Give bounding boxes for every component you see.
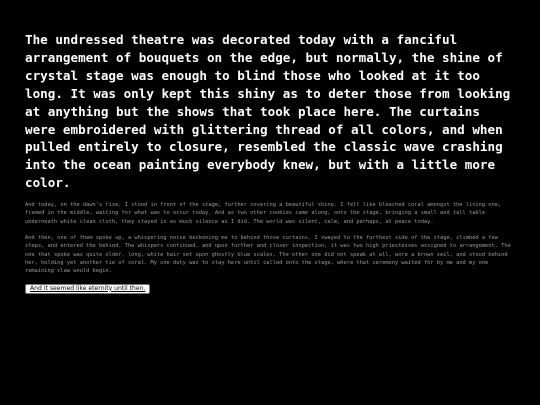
story-paragraph: And then, one of them spoke up, a whispering noise beckoning me to behind those curtains. I swayed to the furthest side of the stage, climbed a few steps, and entered the behind. The whispers continued, and upon further and closer inspection, it was two high priestesses assigned to arrangement. The one that spoke was quite older, long, white hair set upon ghostly blue scales. The other one did not speak at all, wore a brown veil, and stood behind her, holding yet another tie of coral. My one duty was to stay here until called onto the stage, where that ceremony waited for by me and my one remaining claw would begin. xyxy=(25,235,511,275)
story-page xyxy=(25,31,517,295)
continue-choice-button[interactable]: And it seemed like eternity until then. xyxy=(25,284,150,295)
story-paragraph: And today, on the dawn's rise, I stood in front of the stage, further covering a beautiful shine. I felt like bleached coral amongst the living one, framed in the middle, waiting for what was to occur today. And as two other cookies came along, onto the stage, bringing a small and tall table underneath white clean cloth, they stayed in as much silence as I did. The world was silent, calm, and perhaps, at peace today. xyxy=(25,202,502,225)
story-headline: The undressed theatre was decorated today with a fanciful arrangement of bouquets on the edge, but normally, the shine of crystal stage was enough to blind those who looked at it too long. It was only kept this shiny as to deter those from looking at anything but the shows that took place here. The curtains were embroidered with glittering thread of all colors, and when pulled entirely to closure, resembled the classic wave crashing into the ocean painting everybody knew, but with a little more color. xyxy=(25,32,511,191)
